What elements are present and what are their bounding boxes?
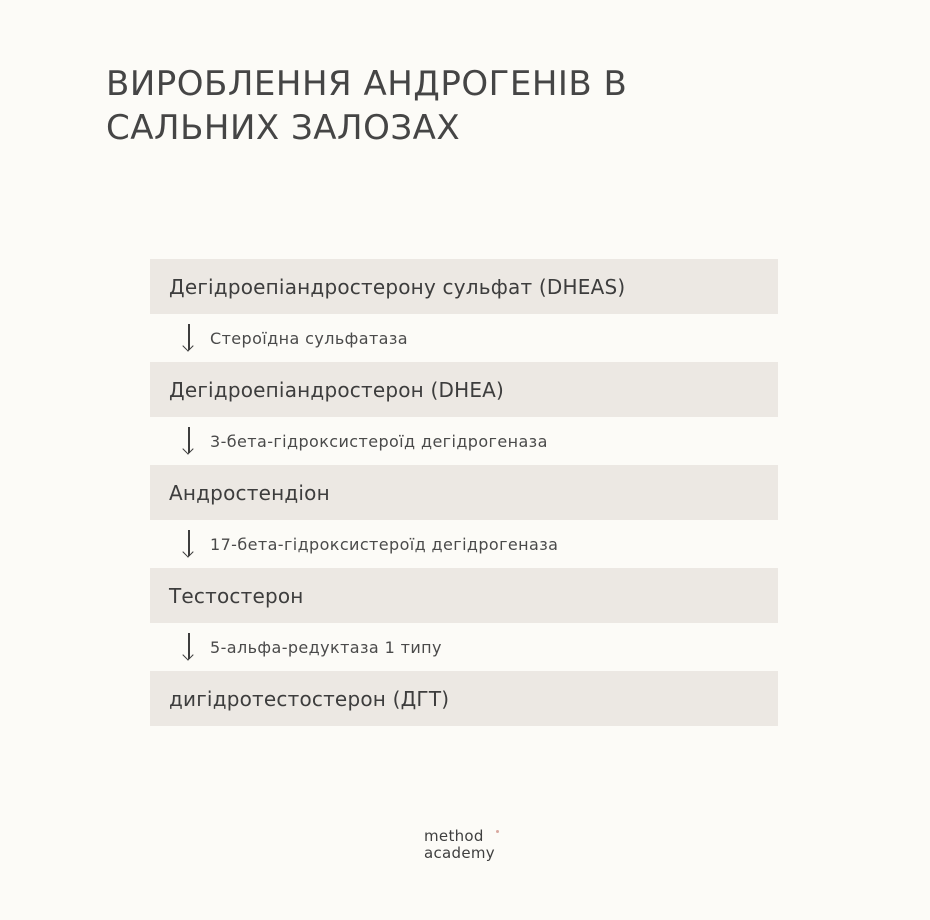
brand-logo: [424, 828, 495, 862]
compound-label: дигідротестостерон (ДГТ): [169, 686, 450, 711]
androgen-pathway-diagram: [150, 259, 778, 726]
down-arrow-icon: [182, 324, 196, 352]
compound-label: Андростендіон: [169, 480, 330, 505]
enzyme-label: Стероїдна сульфатаза: [210, 328, 408, 348]
enzyme-label: 5-альфа-редуктаза 1 типу: [210, 637, 442, 657]
enzyme-step-sulfatase: [150, 314, 778, 362]
compound-label: Дегідроепіандростерону сульфат (DHEAS): [169, 274, 626, 299]
logo-line-1: method: [424, 827, 484, 845]
logo-dot-icon: [496, 830, 499, 833]
compound-box-dhea: [150, 362, 778, 417]
enzyme-step-5alpha-reductase: [150, 623, 778, 671]
down-arrow-icon: [182, 530, 196, 558]
down-arrow-icon: [182, 633, 196, 661]
compound-box-androstenedione: [150, 465, 778, 520]
page-title: [106, 62, 806, 150]
title-line-1: ВИРОБЛЕННЯ АНДРОГЕНІВ В: [106, 64, 628, 104]
enzyme-label: 3-бета-гідроксистероїд дегідрогеназа: [210, 431, 548, 451]
compound-box-dheas: [150, 259, 778, 314]
compound-label: Тестостерон: [169, 583, 304, 608]
enzyme-label: 17-бета-гідроксистероїд дегідрогеназа: [210, 534, 559, 554]
compound-box-dht: [150, 671, 778, 726]
title-line-2: САЛЬНИХ ЗАЛОЗАХ: [106, 108, 461, 148]
down-arrow-icon: [182, 427, 196, 455]
compound-label: Дегідроепіандростерон (DHEA): [169, 377, 505, 402]
enzyme-step-17beta-hsd: [150, 520, 778, 568]
compound-box-testosterone: [150, 568, 778, 623]
logo-line-2: academy: [424, 844, 495, 862]
enzyme-step-3beta-hsd: [150, 417, 778, 465]
